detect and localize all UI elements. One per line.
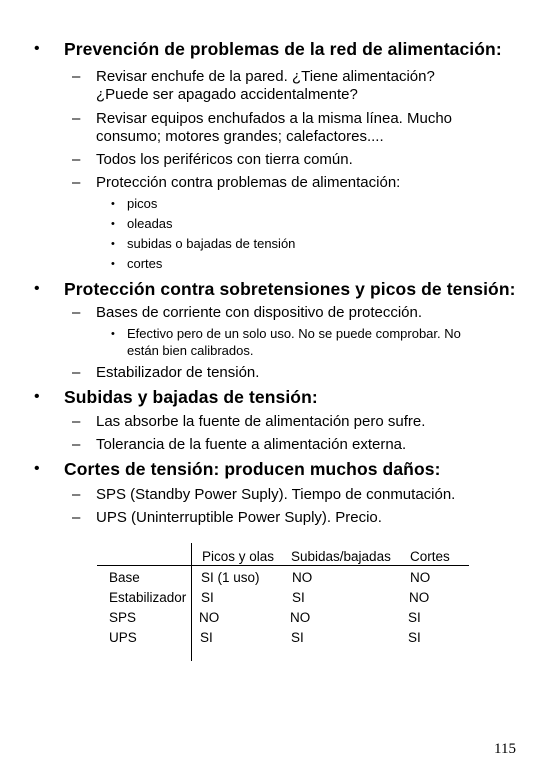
table-row-label: Base	[109, 570, 140, 585]
bullet-icon: •	[111, 218, 115, 230]
bullet-icon: •	[34, 40, 40, 57]
dash-icon: –	[72, 413, 81, 430]
list-subitem: cortes	[127, 256, 163, 271]
table-header-cell: Subidas/bajadas	[291, 549, 391, 564]
list-item: SPS (Standby Power Suply). Tiempo de conmutación.	[96, 486, 456, 503]
section-heading: Subidas y bajadas de tensión:	[64, 387, 318, 407]
table-cell: SI	[408, 610, 421, 625]
list-item: Tolerancia de la fuente a alimentación externa.	[96, 436, 407, 453]
table-cell: SI	[201, 590, 214, 605]
table-row-label: UPS	[109, 630, 137, 645]
bullet-icon: •	[111, 198, 115, 210]
table-cell: NO	[290, 610, 311, 625]
list-subitem: Efectivo pero de un solo uso. No se puede comprobar. No	[127, 326, 461, 341]
section-heading: Prevención de problemas de la red de alimentación:	[64, 39, 502, 59]
list-item: consumo; motores grandes; calefactores....	[96, 128, 384, 145]
dash-icon: –	[72, 486, 81, 503]
table-horizontal-rule	[97, 565, 469, 566]
table-cell: SI	[200, 630, 213, 645]
bullet-icon: •	[111, 258, 115, 270]
list-item: UPS (Uninterruptible Power Suply). Precio.	[96, 509, 382, 526]
list-subitem: subidas o bajadas de tensión	[127, 236, 296, 251]
table-vertical-rule	[191, 543, 192, 661]
dash-icon: –	[72, 68, 81, 85]
page-number: 115	[494, 741, 516, 757]
list-subitem: oleadas	[127, 216, 173, 231]
list-item: Protección contra problemas de alimentación:	[96, 174, 401, 191]
table-cell: NO	[409, 590, 430, 605]
list-item: ¿Puede ser apagado accidentalmente?	[96, 86, 358, 103]
dash-icon: –	[72, 110, 81, 127]
table-cell: SI	[408, 630, 421, 645]
section-heading: Protección contra sobretensiones y picos de tensión:	[64, 279, 516, 299]
section-heading: Cortes de tensión: producen muchos daños:	[64, 459, 441, 479]
list-item: Revisar equipos enchufados a la misma línea. Mucho	[96, 110, 453, 127]
list-item: Las absorbe la fuente de alimentación pero sufre.	[96, 413, 426, 430]
bullet-icon: •	[34, 388, 40, 405]
bullet-icon: •	[34, 280, 40, 297]
dash-icon: –	[72, 304, 81, 321]
dash-icon: –	[72, 174, 81, 191]
table-row-label: Estabilizador	[109, 590, 187, 605]
table-cell: NO	[410, 570, 431, 585]
list-item: Revisar enchufe de la pared. ¿Tiene alimentación?	[96, 68, 435, 85]
list-subitem: picos	[127, 196, 158, 211]
table-cell: SI	[291, 630, 304, 645]
list-subitem: están bien calibrados.	[127, 343, 254, 358]
table-cell: SI	[292, 590, 305, 605]
dash-icon: –	[72, 151, 81, 168]
table-cell: NO	[292, 570, 313, 585]
dash-icon: –	[72, 509, 81, 526]
table-cell: NO	[199, 610, 220, 625]
table-header-cell: Cortes	[410, 549, 450, 564]
list-item: Bases de corriente con dispositivo de protección.	[96, 304, 423, 321]
table-header-cell: Picos y olas	[202, 549, 275, 564]
list-item: Estabilizador de tensión.	[96, 364, 260, 381]
dash-icon: –	[72, 364, 81, 381]
bullet-icon: •	[34, 460, 40, 477]
table-cell: SI (1 uso)	[201, 570, 260, 585]
dash-icon: –	[72, 436, 81, 453]
list-item: Todos los periféricos con tierra común.	[96, 151, 353, 168]
table-row-label: SPS	[109, 610, 137, 625]
bullet-icon: •	[111, 238, 115, 250]
bullet-icon: •	[111, 328, 115, 340]
